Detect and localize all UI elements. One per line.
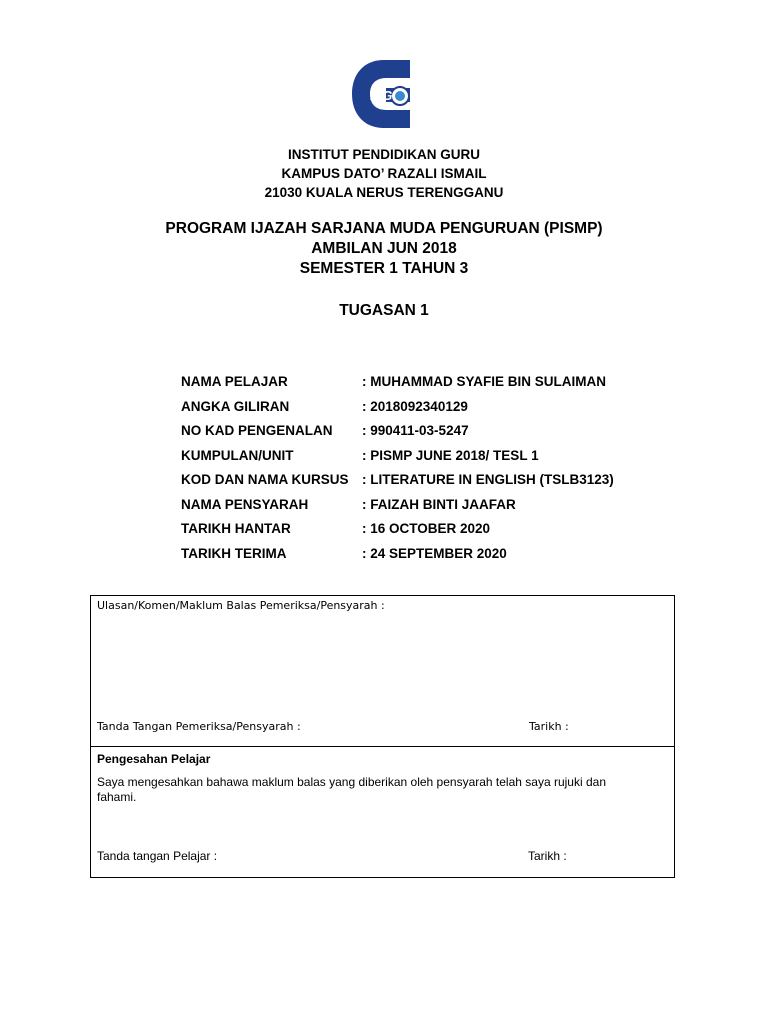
detail-value: : PISMP JUNE 2018/ TESL 1 (362, 447, 539, 463)
campus-name: KAMPUS DATO’ RAZALI ISMAIL (281, 166, 487, 181)
detail-value: : FAIZAH BINTI JAAFAR (362, 496, 516, 512)
detail-value: : MUHAMMAD SYAFIE BIN SULAIMAN (362, 374, 606, 389)
detail-label: KOD DAN NAMA KURSUS (181, 472, 349, 487)
assignment-title: TUGASAN 1 (339, 302, 429, 319)
detail-label: NO KAD PENGENALAN (181, 423, 333, 438)
logo-text: IPG (370, 88, 393, 103)
campus-address: 21030 KUALA NERUS TERENGGANU (264, 185, 504, 200)
feedback-heading: Ulasan/Komen/Maklum Balas Pemeriksa/Pensyarah : (97, 599, 385, 612)
program-header (0, 219, 768, 279)
student-confirmation-heading: Pengesahan Pelajar (97, 752, 211, 766)
section-divider (91, 746, 674, 747)
program-intake: AMBILAN JUN 2018 (311, 240, 457, 257)
institution-name: INSTITUT PENDIDIKAN GURU (288, 147, 480, 162)
student-date-label: Tarikh : (528, 849, 567, 863)
detail-label: TARIKH HANTAR (181, 521, 291, 536)
detail-label: NAMA PELAJAR (181, 374, 288, 389)
institution-header (0, 145, 768, 202)
examiner-signature-label: Tanda Tangan Pemeriksa/Pensyarah : (97, 720, 301, 733)
detail-value: : 24 SEPTEMBER 2020 (362, 545, 507, 561)
detail-value: : 2018092340129 (362, 398, 468, 414)
detail-label: ANGKA GILIRAN (181, 398, 290, 414)
ipg-logo (346, 52, 416, 136)
student-confirmation-statement: Saya mengesahkan bahawa maklum balas yang diberikan oleh pensyarah telah saya rujuki dan fahami. (97, 775, 606, 804)
feedback-form (90, 595, 675, 878)
examiner-date-label: Tarikh : (529, 720, 569, 733)
student-signature-label: Tanda tangan Pelajar : (97, 849, 218, 863)
program-semester: SEMESTER 1 TAHUN 3 (299, 260, 469, 277)
detail-label: TARIKH TERIMA (181, 545, 287, 561)
detail-value: : LITERATURE IN ENGLISH (TSLB3123) (362, 472, 614, 487)
detail-value: : 990411-03-5247 (362, 423, 469, 438)
program-name: PROGRAM IJAZAH SARJANA MUDA PENGURUAN (PISMP) (165, 220, 603, 237)
detail-label: KUMPULAN/UNIT (181, 447, 294, 463)
detail-label: NAMA PENSYARAH (181, 496, 309, 512)
detail-value: : 16 OCTOBER 2020 (362, 521, 491, 536)
